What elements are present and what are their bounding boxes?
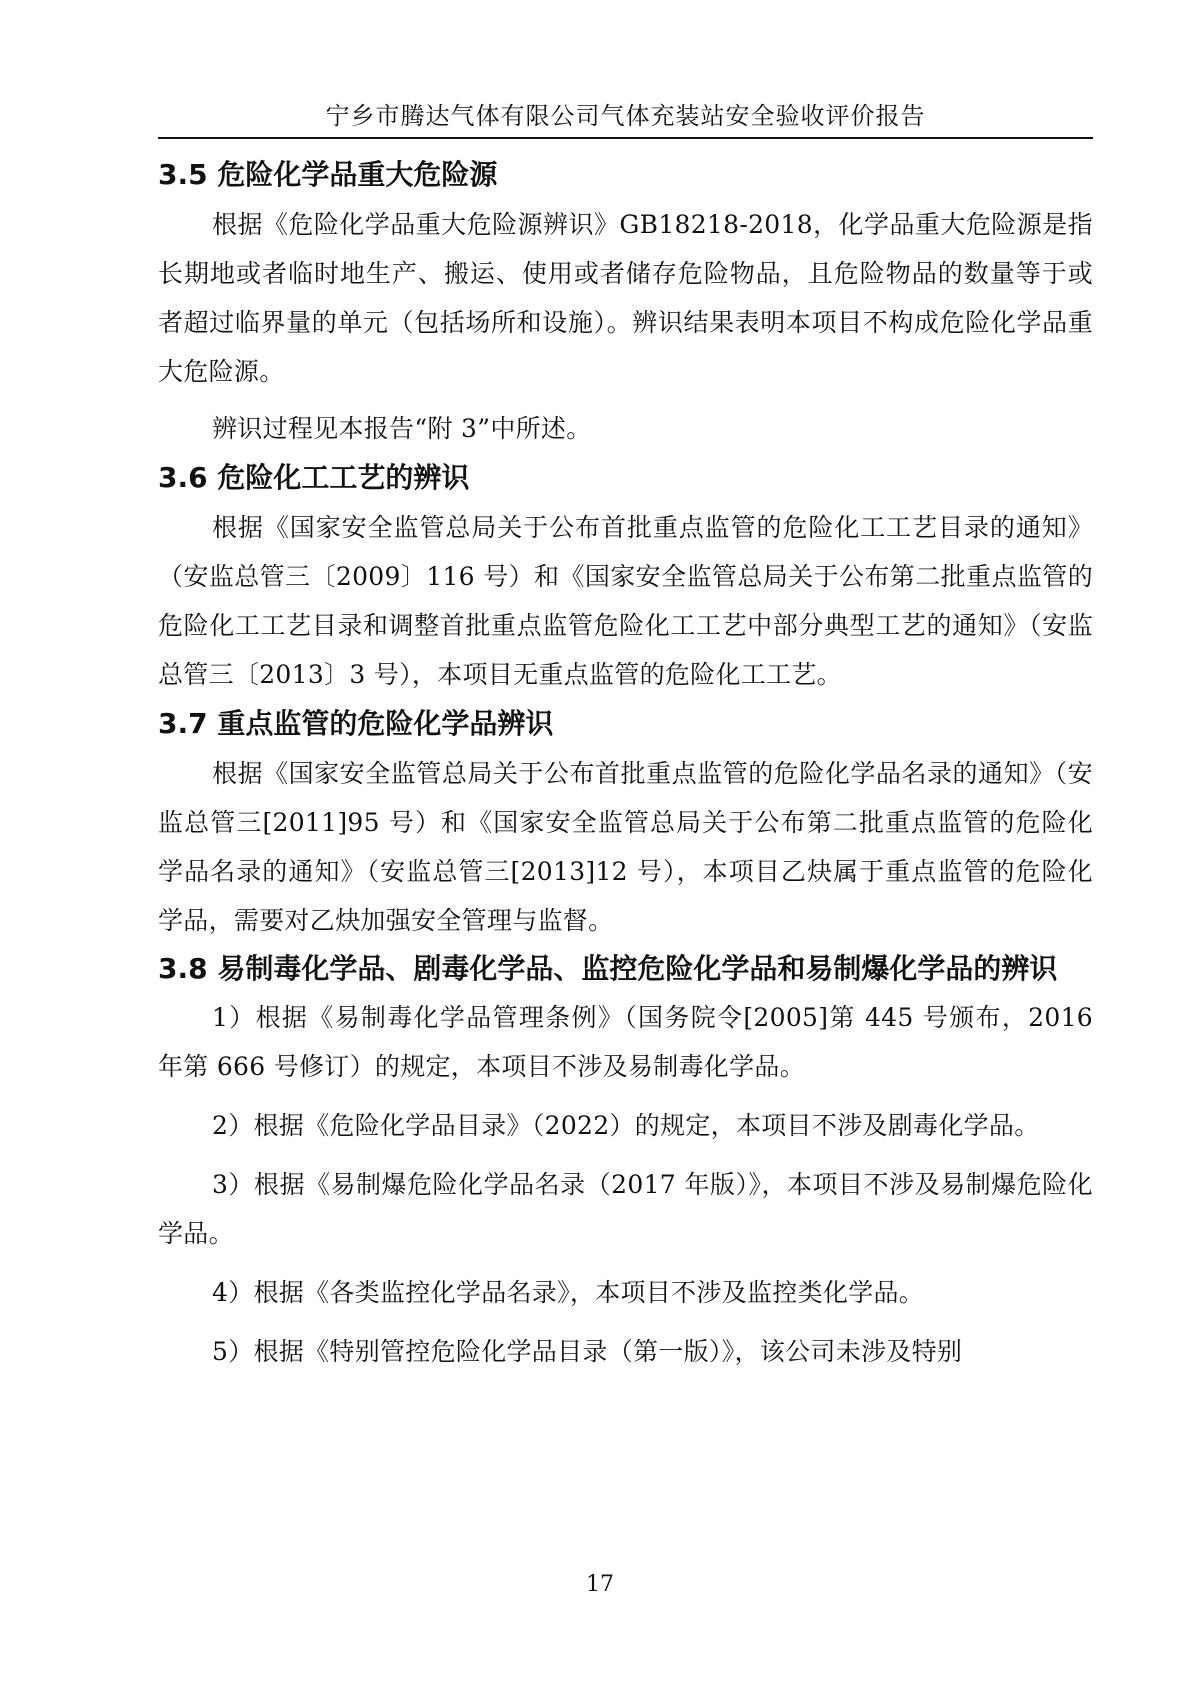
section-3-7-paragraph-1: 根据《国家安全监管总局关于公布首批重点监管的危险化学品名录的通知》（安监总管三[2011]95 号）和《国家安全监管总局关于公布第二批重点监管的危险化学品名录的通知》（安监总管三[2013]12 号），本项目乙炔属于重点监管的危险化学品，需要对乙炔加强安全管理与监督。 [158,759,1093,935]
section-3-8-item-5: 5）根据《特别管控危险化学品目录（第一版）》，该公司未涉及特别 [212,1337,963,1366]
section-heading-3-8: 3.8 易制毒化学品、剧毒化学品、监控危险化学品和易制爆化学品的辨识 [158,952,1058,985]
header-rule [158,137,1093,139]
section-3-5-paragraph-1: 根据《危险化学品重大危险源辨识》GB18218-2018，化学品重大危险源是指长期地或者临时地生产、搬运、使用或者储存危险物品，且危险物品的数量等于或者超过临界量的单元（包括场所和设施）。辨识结果表明本项目不构成危险化学品重大危险源。 [158,210,1093,386]
section-3-6-paragraph-1: 根据《国家安全监管总局关于公布首批重点监管的危险化工工艺目录的通知》（安监总管三〔2009〕116 号）和《国家安全监管总局关于公布第二批重点监管的危险化工工艺目录和调整首批重点监管危险化工工艺中部分典型工艺的通知》（安监总管三〔2013〕3 号），本项目无重点监管的危险化工工艺。 [158,513,1093,689]
section-heading-3-5: 3.5 危险化学品重大危险源 [158,158,498,191]
section-3-5-paragraph-2: 辨识过程见本报告“附 3”中所述。 [212,414,592,443]
page-number: 17 [586,1572,614,1597]
section-3-8-item-4: 4）根据《各类监控化学品名录》，本项目不涉及监控类化学品。 [212,1278,925,1307]
section-3-8-item-3: 3）根据《易制爆危险化学品名录（2017 年版）》，本项目不涉及易制爆危险化学品。 [158,1170,1093,1248]
section-heading-3-6: 3.6 危险化工工艺的辨识 [158,461,470,494]
section-heading-3-7: 3.7 重点监管的危险化学品辨识 [158,707,554,740]
page-content [158,150,1093,1376]
section-3-8-item-2: 2）根据《危险化学品目录》（2022）的规定，本项目不涉及剧毒化学品。 [212,1111,1040,1140]
section-3-8-item-1: 1）根据《易制毒化学品管理条例》（国务院令[2005]第 445 号颁布，2016 年第 666 号修订）的规定，本项目不涉及易制毒化学品。 [158,1003,1093,1081]
running-header: 宁乡市腾达气体有限公司气体充装站安全验收评价报告 [325,102,926,130]
